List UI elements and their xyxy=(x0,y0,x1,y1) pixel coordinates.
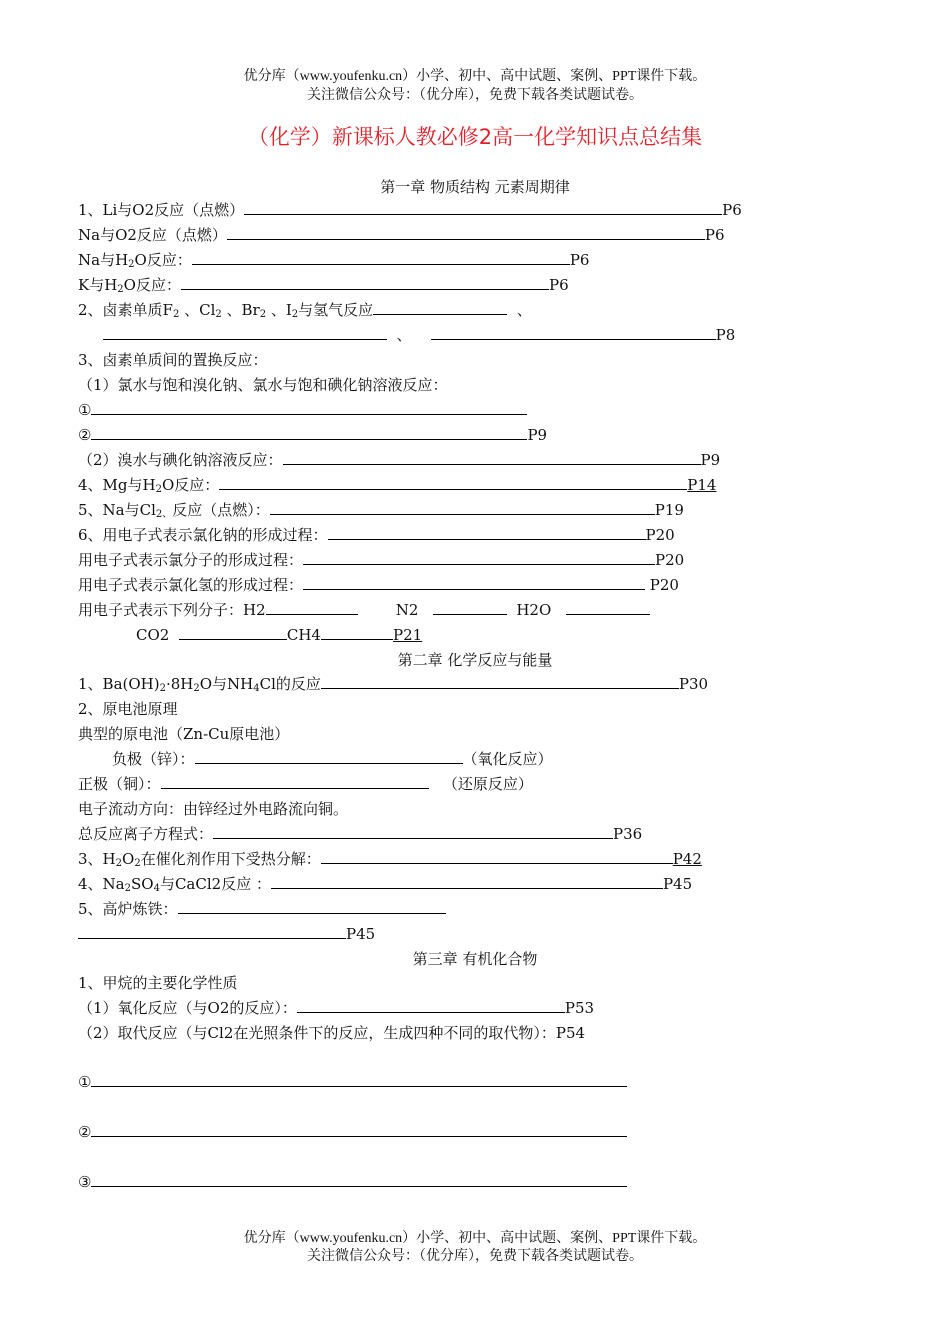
answer-blank[interactable] xyxy=(297,998,565,1013)
ch1-q3-1: （1）氯水与饱和溴化钠、氯水与饱和碘化钠溶液反应： xyxy=(78,376,448,394)
ch1-q6b: 用电子式表示氯分子的形成过程： P20 xyxy=(78,551,685,569)
ch1-q5: 5、Na与$Cl_{2、}$反应（点燃）： P19 xyxy=(78,501,684,520)
ch3-sub-3: ③ xyxy=(78,1172,627,1192)
ch3-q1-2: （2）取代反应（与Cl2在光照条件下的反应，生成四种不同的取代物）：P54 xyxy=(78,1024,586,1042)
ch2-q3: 3、$H_2O_2$在催化剂作用下受热分解： P42 xyxy=(78,850,702,869)
ch1-q3: 3、卤素单质间的置换反应： xyxy=(78,351,268,369)
answer-blank[interactable] xyxy=(373,300,507,315)
answer-blank[interactable] xyxy=(161,774,429,789)
ch2-q4: 4、$Na_2SO_4$与CaCl2反应 ： P45 xyxy=(78,875,693,894)
footer-line-1: 优分库（www.youfenku.cn）小学、初中、高中试题、案例、PPT课件下载。 xyxy=(243,1231,707,1246)
ch3-sub-2: ② xyxy=(78,1122,627,1142)
answer-blank[interactable] xyxy=(181,275,549,290)
ch2-q5: 5、高炉炼铁： xyxy=(78,899,446,919)
answer-blank[interactable] xyxy=(178,899,446,914)
ch2-flow: 电子流动方向：由锌经过外电路流向铜。 xyxy=(78,800,349,818)
chapter1-heading: 第一章 物质结构 元素周期律 xyxy=(380,178,570,196)
ch1-q6d-cont: CO2 CH4 P21 xyxy=(136,626,423,644)
answer-blank[interactable] xyxy=(321,625,393,640)
answer-blank[interactable] xyxy=(321,849,673,864)
answer-blank[interactable] xyxy=(179,625,287,640)
answer-blank[interactable] xyxy=(303,550,655,565)
ch1-q1b: Na与O2反应（点燃） P6 xyxy=(78,226,725,244)
answer-blank[interactable] xyxy=(244,200,722,215)
ch3-q1-1: （1）氧化反应（与O2的反应）： P53 xyxy=(78,999,595,1017)
answer-blank[interactable] xyxy=(227,225,705,240)
ch1-q6c: 用电子式表示氯化氢的形成过程： P20 xyxy=(78,576,679,594)
ch2-total: 总反应离子方程式： P36 xyxy=(78,825,643,843)
ch2-q2a: 典型的原电池（Zn-Cu原电池） xyxy=(78,725,290,743)
answer-blank[interactable] xyxy=(266,600,358,615)
ch1-q2: 2、卤素单质$F_2$ 、$Cl_2$ 、$Br_2$ 、$I_2$与氢气反应 、 xyxy=(78,301,532,320)
answer-blank[interactable] xyxy=(283,450,701,465)
answer-blank[interactable] xyxy=(219,475,687,490)
ch1-q4: 4、Mg与$H_2O$反应： P14 xyxy=(78,476,717,495)
chapter2-heading: 第二章 化学反应与能量 xyxy=(397,651,553,669)
answer-blank[interactable] xyxy=(213,824,613,839)
page-title: （化学）新课标人教必修2高一化学知识点总结集 xyxy=(247,125,703,149)
ch1-q1d: K与$H_2O$反应： P6 xyxy=(78,276,569,295)
answer-blank[interactable] xyxy=(195,749,463,764)
ch1-q6d: 用电子式表示下列分子：H2 N2 H2O xyxy=(78,600,650,620)
ch2-q5-cont: P45 xyxy=(78,924,375,944)
answer-blank[interactable] xyxy=(91,1122,627,1137)
ch2-positive: 正极（铜）： （还原反应） xyxy=(78,775,533,793)
ch2-q2: 2、原电池原理 xyxy=(78,700,178,718)
answer-blank[interactable] xyxy=(270,500,655,515)
ch1-q3-1-a: ① xyxy=(78,400,527,420)
ch1-q1a: 1、Li与O2反应（点燃） P6 xyxy=(78,201,742,219)
chapter3-heading: 第三章 有机化合物 xyxy=(412,950,538,968)
answer-blank[interactable] xyxy=(91,425,527,440)
ch3-sub-1: ① xyxy=(78,1072,627,1092)
answer-blank[interactable] xyxy=(328,525,646,540)
ch1-q1c: Na与$H_2O$反应： P6 xyxy=(78,251,590,270)
answer-blank[interactable] xyxy=(431,325,716,340)
header-line-1: 优分库（www.youfenku.cn）小学、初中、高中试题、案例、PPT课件下载。 xyxy=(243,69,707,84)
answer-blank[interactable] xyxy=(78,924,346,939)
ch2-negative: 负极（锌）： （氧化反应） xyxy=(112,750,553,768)
answer-blank[interactable] xyxy=(192,250,570,265)
answer-blank[interactable] xyxy=(303,575,645,590)
answer-blank[interactable] xyxy=(271,874,663,889)
footer-line-2: 关注微信公众号：（优分库），免费下载各类试题试卷。 xyxy=(307,1249,643,1264)
ch1-q6: 6、用电子式表示氯化钠的形成过程： P20 xyxy=(78,526,675,544)
answer-blank[interactable] xyxy=(91,400,527,415)
answer-blank[interactable] xyxy=(433,600,507,615)
answer-blank[interactable] xyxy=(91,1072,627,1087)
ch3-q1: 1、甲烷的主要化学性质 xyxy=(78,974,238,992)
ch1-q3-2: （2）溴水与碘化钠溶液反应： P9 xyxy=(78,451,721,469)
answer-blank[interactable] xyxy=(103,325,387,340)
answer-blank[interactable] xyxy=(91,1172,627,1187)
ch1-q3-1-b: ② P9 xyxy=(78,426,548,444)
answer-blank[interactable] xyxy=(321,674,679,689)
ch1-q2-cont: 、 P8 xyxy=(103,325,735,345)
header-line-2: 关注微信公众号：（优分库），免费下载各类试题试卷。 xyxy=(307,88,643,103)
answer-blank[interactable] xyxy=(566,600,650,615)
ch2-q1: 1、$Ba(OH)_2\cdot 8H_2O$与$NH_4Cl$的反应 P30 xyxy=(78,675,709,694)
